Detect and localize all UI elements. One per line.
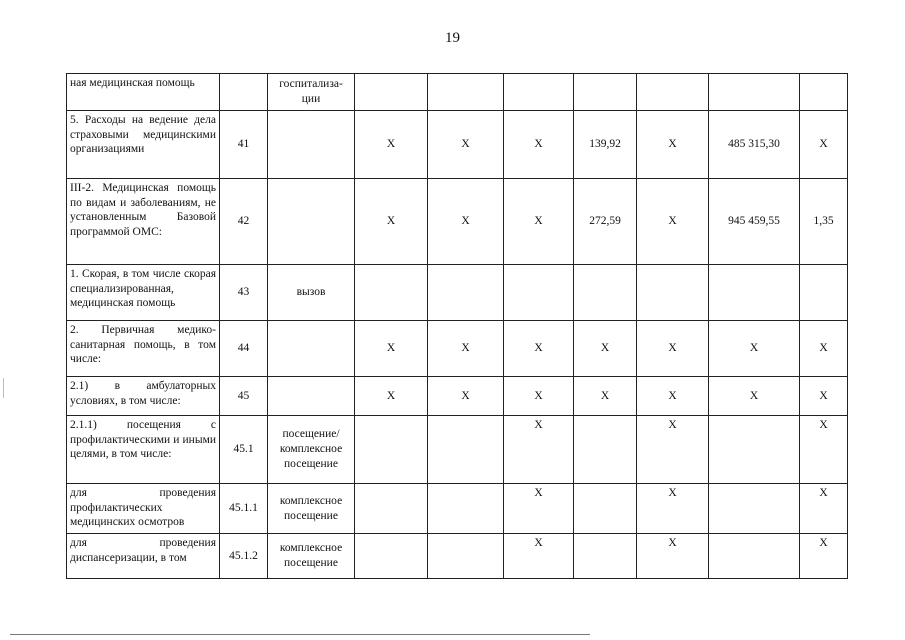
value-cell <box>355 74 428 111</box>
value-cell: 1,35 <box>800 179 848 265</box>
value-cell <box>574 484 637 534</box>
value-cell <box>574 74 637 111</box>
table-row <box>67 484 848 534</box>
table-row <box>67 179 848 265</box>
value-cell: X <box>504 534 574 579</box>
row-code-cell: 42 <box>220 179 268 265</box>
value-cell: X <box>355 111 428 179</box>
table-row <box>67 111 848 179</box>
margin-mark <box>3 378 4 398</box>
table-row <box>67 74 848 111</box>
value-cell: X <box>355 321 428 377</box>
row-name-cell: 1. Скорая, в том числе скорая специализированная, медицинская помощь <box>67 265 220 321</box>
unit-cell <box>268 377 355 416</box>
value-cell <box>574 416 637 484</box>
value-cell <box>800 74 848 111</box>
value-cell: X <box>574 377 637 416</box>
row-name-cell: III-2. Медицинская помощь по видам и заболеваниям, не установленным Базовой программой ОМС: <box>67 179 220 265</box>
unit-cell: вызов <box>268 265 355 321</box>
unit-cell <box>268 321 355 377</box>
row-name-cell: 2. Первичная медико-санитарная помощь, в том числе: <box>67 321 220 377</box>
row-code-cell: 41 <box>220 111 268 179</box>
unit-cell <box>268 179 355 265</box>
unit-cell: госпитализа-ции <box>268 74 355 111</box>
value-cell: X <box>637 179 709 265</box>
unit-cell <box>268 111 355 179</box>
value-cell <box>709 74 800 111</box>
value-cell: X <box>800 321 848 377</box>
value-cell <box>428 484 504 534</box>
value-cell <box>574 265 637 321</box>
value-cell <box>709 534 800 579</box>
value-cell: X <box>355 179 428 265</box>
value-cell: 945 459,55 <box>709 179 800 265</box>
row-name-cell: ная медицинская помощь <box>67 74 220 111</box>
value-cell <box>574 534 637 579</box>
value-cell: X <box>504 111 574 179</box>
value-cell: 139,92 <box>574 111 637 179</box>
unit-cell: комплексное посещение <box>268 534 355 579</box>
value-cell: X <box>504 179 574 265</box>
value-cell: X <box>637 534 709 579</box>
value-cell: 485 315,30 <box>709 111 800 179</box>
row-name-cell: для проведения профилактических медицинских осмотров <box>67 484 220 534</box>
value-cell: X <box>709 321 800 377</box>
value-cell: X <box>504 484 574 534</box>
row-code-cell: 45.1.2 <box>220 534 268 579</box>
value-cell: X <box>800 416 848 484</box>
value-cell: X <box>800 484 848 534</box>
value-cell: X <box>504 321 574 377</box>
data-table <box>66 73 848 579</box>
value-cell <box>709 416 800 484</box>
value-cell: X <box>637 484 709 534</box>
value-cell: X <box>800 377 848 416</box>
value-cell: X <box>800 534 848 579</box>
row-code-cell: 43 <box>220 265 268 321</box>
value-cell: X <box>637 111 709 179</box>
row-name-cell: 2.1.1) посещения с профилактическими и иными целями, в том числе: <box>67 416 220 484</box>
value-cell: X <box>800 111 848 179</box>
value-cell <box>709 265 800 321</box>
value-cell <box>355 416 428 484</box>
value-cell <box>637 74 709 111</box>
value-cell <box>504 265 574 321</box>
value-cell <box>709 484 800 534</box>
value-cell <box>504 74 574 111</box>
row-code-cell: 45.1 <box>220 416 268 484</box>
bottom-rule <box>10 634 590 635</box>
value-cell <box>355 484 428 534</box>
value-cell: X <box>574 321 637 377</box>
row-code-cell: 45 <box>220 377 268 416</box>
value-cell <box>800 265 848 321</box>
value-cell <box>428 74 504 111</box>
table-row <box>67 534 848 579</box>
table-row <box>67 377 848 416</box>
value-cell: X <box>428 111 504 179</box>
value-cell <box>637 265 709 321</box>
row-code-cell <box>220 74 268 111</box>
row-code-cell: 45.1.1 <box>220 484 268 534</box>
unit-cell: комплексное посещение <box>268 484 355 534</box>
value-cell: X <box>637 416 709 484</box>
value-cell: 272,59 <box>574 179 637 265</box>
value-cell: X <box>428 179 504 265</box>
value-cell: X <box>709 377 800 416</box>
value-cell: X <box>504 377 574 416</box>
page-number: 19 <box>445 30 460 46</box>
value-cell: X <box>428 377 504 416</box>
row-name-cell: 2.1) в амбулаторных условиях, в том числе: <box>67 377 220 416</box>
value-cell <box>428 265 504 321</box>
value-cell: X <box>504 416 574 484</box>
row-code-cell: 44 <box>220 321 268 377</box>
value-cell <box>428 534 504 579</box>
value-cell: X <box>355 377 428 416</box>
value-cell <box>428 416 504 484</box>
value-cell <box>355 534 428 579</box>
row-name-cell: 5. Расходы на ведение дела страховыми медицинскими организациями <box>67 111 220 179</box>
table-row <box>67 321 848 377</box>
table-row <box>67 265 848 321</box>
unit-cell: посещение/ комплексное посещение <box>268 416 355 484</box>
table-row <box>67 416 848 484</box>
value-cell: X <box>428 321 504 377</box>
value-cell: X <box>637 377 709 416</box>
value-cell: X <box>637 321 709 377</box>
row-name-cell: для проведения диспансеризации, в том <box>67 534 220 579</box>
value-cell <box>355 265 428 321</box>
